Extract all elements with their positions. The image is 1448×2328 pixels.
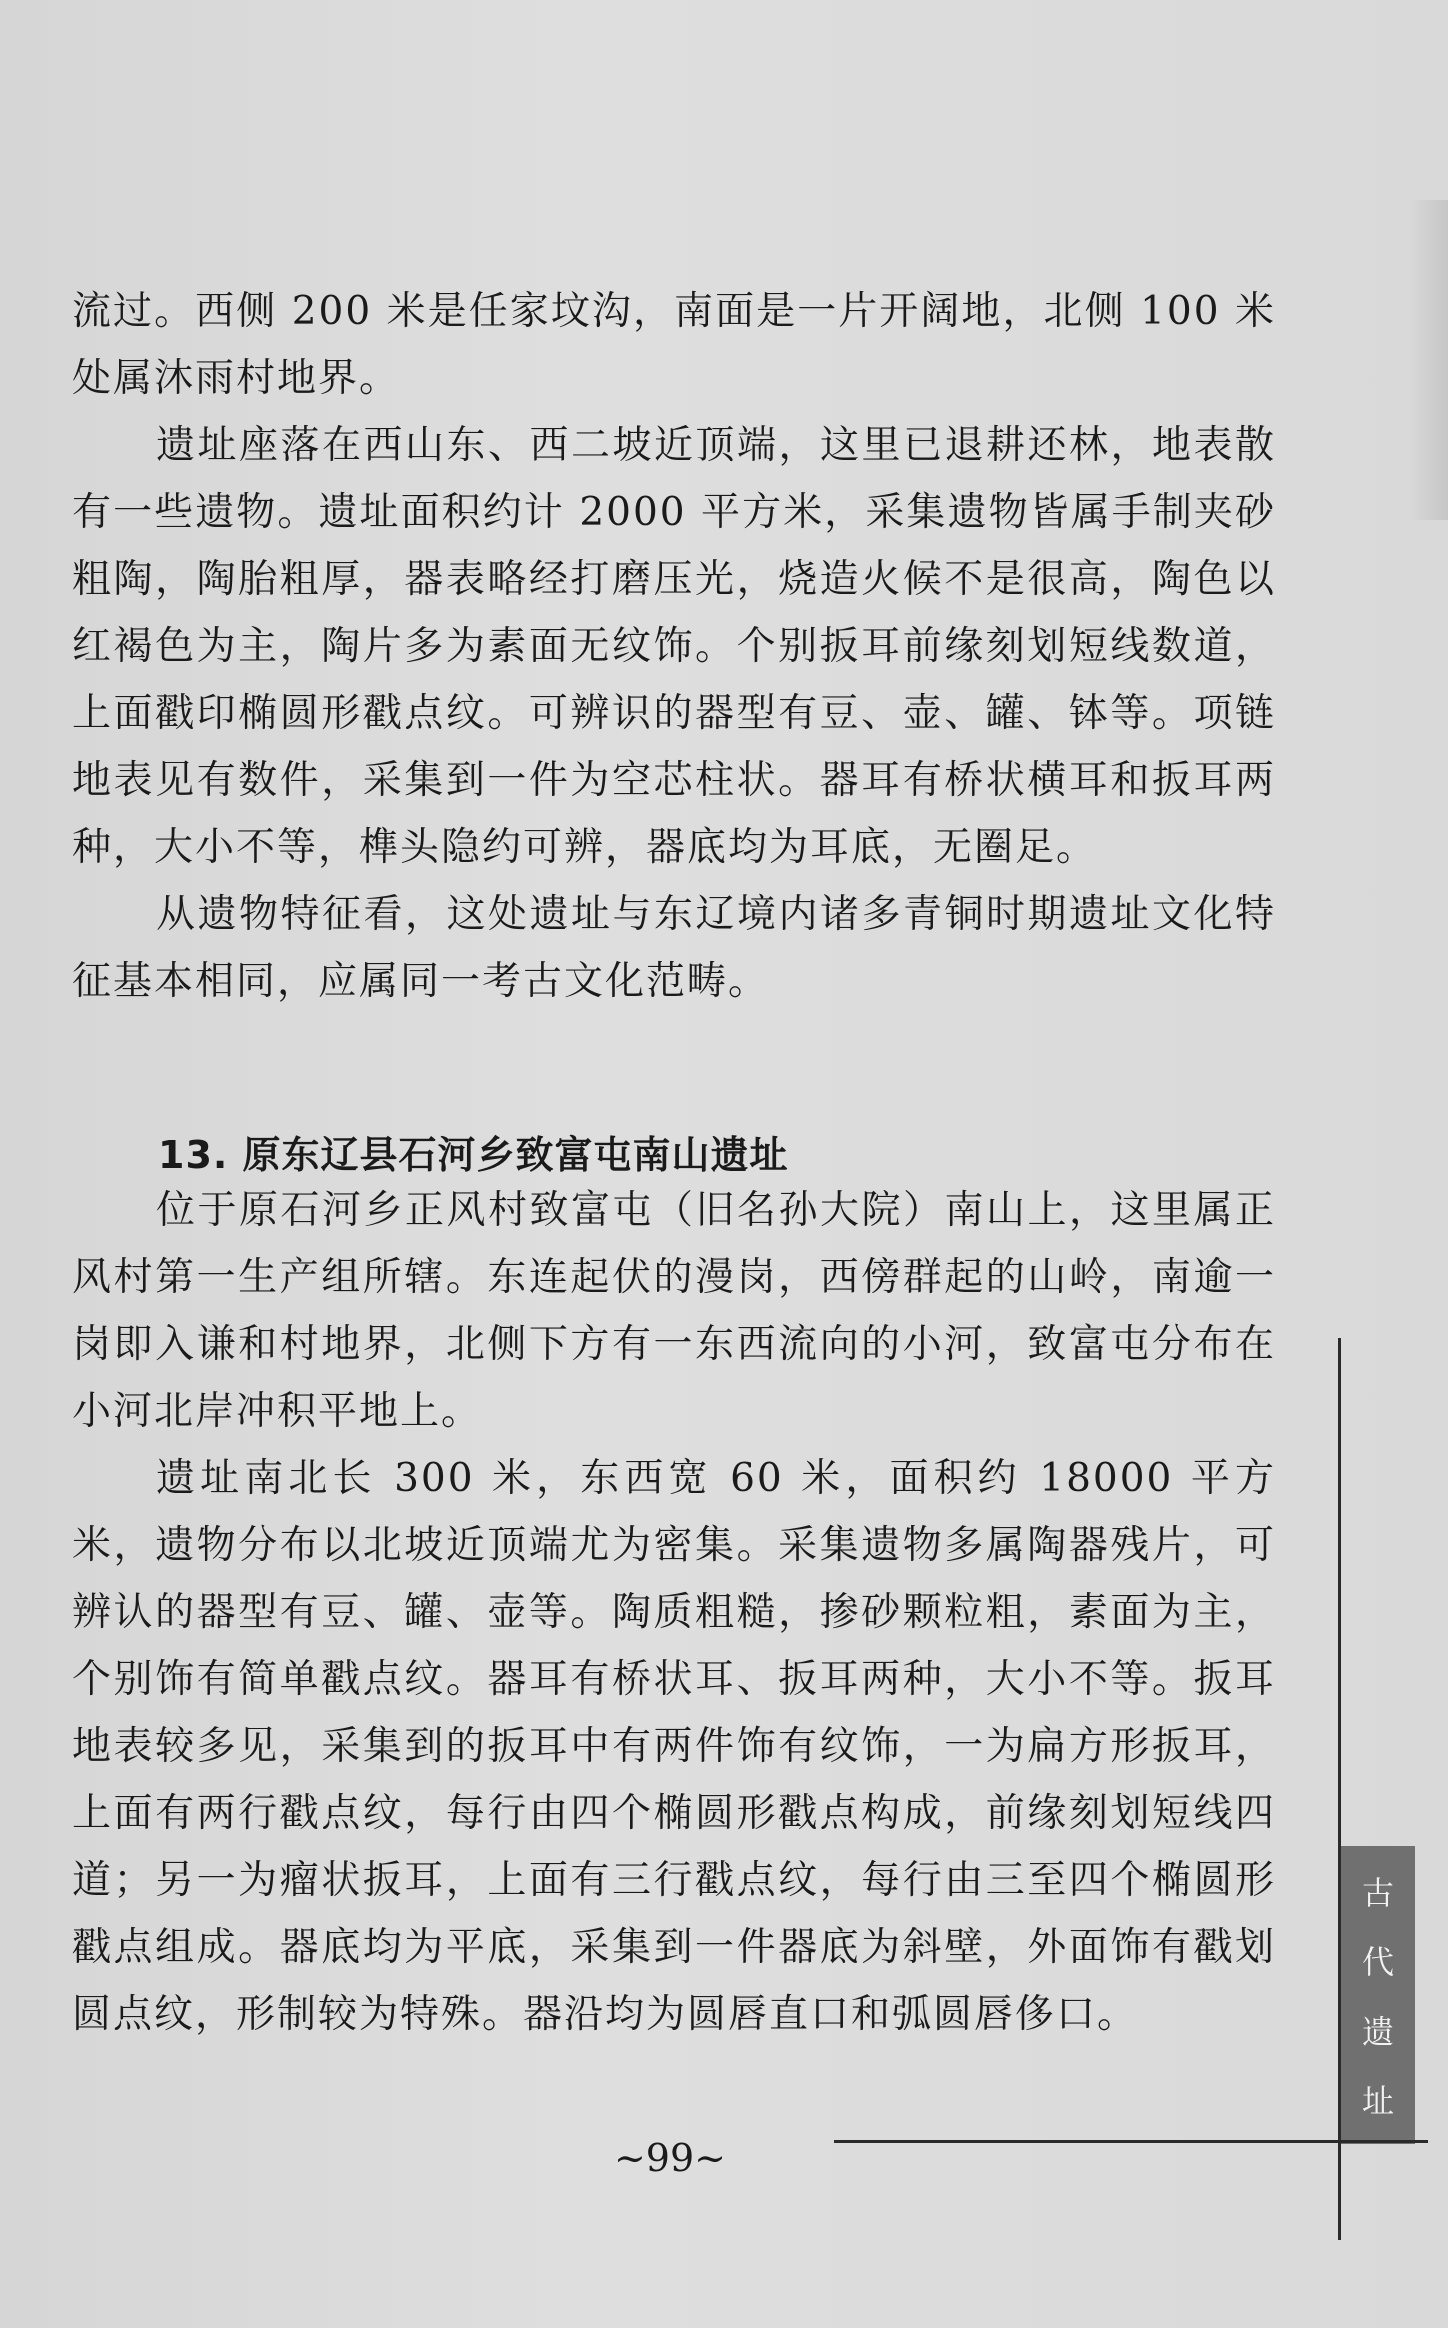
page-number: ~99~ bbox=[613, 2136, 727, 2180]
paragraph: 位于原石河乡正风村致富屯（旧名孙大院）南山上，这里属正风村第一生产组所辖。东连起伏的漫岗，西傍群起的山岭，南逾一岗即入谦和村地界，北侧下方有一东西流向的小河，致富屯分布在小河北岸冲积平地上。 bbox=[72, 1188, 1276, 1434]
chapter-tab-char: 址 bbox=[1361, 2082, 1394, 2121]
section-heading: 13. 原东辽县石河乡致富屯南山遗址 bbox=[158, 1133, 789, 1177]
chapter-tab-char: 代 bbox=[1361, 1943, 1394, 1982]
paragraph: 从遗物特征看，这处遗址与东辽境内诸多青铜时期遗址文化特征基本相同，应属同一考古文化范畴。 bbox=[72, 892, 1276, 1004]
body-text-top bbox=[72, 278, 1276, 1015]
paragraph: 流过。西侧 200 米是任家坟沟，南面是一片开阔地，北侧 100 米处属沐雨村地界。 bbox=[72, 289, 1276, 401]
body-text-bottom bbox=[72, 1177, 1276, 2048]
chapter-tab-char: 遗 bbox=[1361, 2012, 1394, 2051]
footer-rule bbox=[834, 2140, 1428, 2143]
paragraph: 遗址座落在西山东、西二坡近顶端，这里已退耕还林，地表散有一些遗物。遗址面积约计 2000 平方米，采集遗物皆属手制夹砂粗陶，陶胎粗厚，器表略经打磨压光，烧造火候不是很高，陶色以红褐色为主，陶片多为素面无纹饰。个别扳耳前缘刻划短线数道，上面戳印椭圆形戳点纹。可辨识的器型有豆、壶、罐、钵等。项链地表见有数件，采集到一件为空芯柱状。器耳有桥状横耳和扳耳两种，大小不等，榫头隐约可辨，器底均为耳底，无圈足。 bbox=[72, 423, 1276, 870]
paragraph: 遗址南北长 300 米，东西宽 60 米，面积约 18000 平方米，遗物分布以北坡近顶端尤为密集。采集遗物多属陶器残片，可辨认的器型有豆、罐、壶等。陶质粗糙，掺砂颗粒粗，素面为主，个别饰有简单戳点纹。器耳有桥状耳、扳耳两种，大小不等。扳耳地表较多见，采集到的扳耳中有两件饰有纹饰，一为扁方形扳耳，上面有两行戳点纹，每行由四个椭圆形戳点构成，前缘刻划短线四道；另一为瘤状扳耳，上面有三行戳点纹，每行由三至四个椭圆形戳点组成。器底均为平底，采集到一件器底为斜壁，外面饰有戳划圆点纹，形制较为特殊。器沿均为圆唇直口和弧圆唇侈口。 bbox=[72, 1456, 1276, 2037]
chapter-tab bbox=[1341, 1846, 1415, 2144]
chapter-tab-char: 古 bbox=[1361, 1873, 1394, 1912]
page-edge-shadow bbox=[1408, 200, 1448, 520]
